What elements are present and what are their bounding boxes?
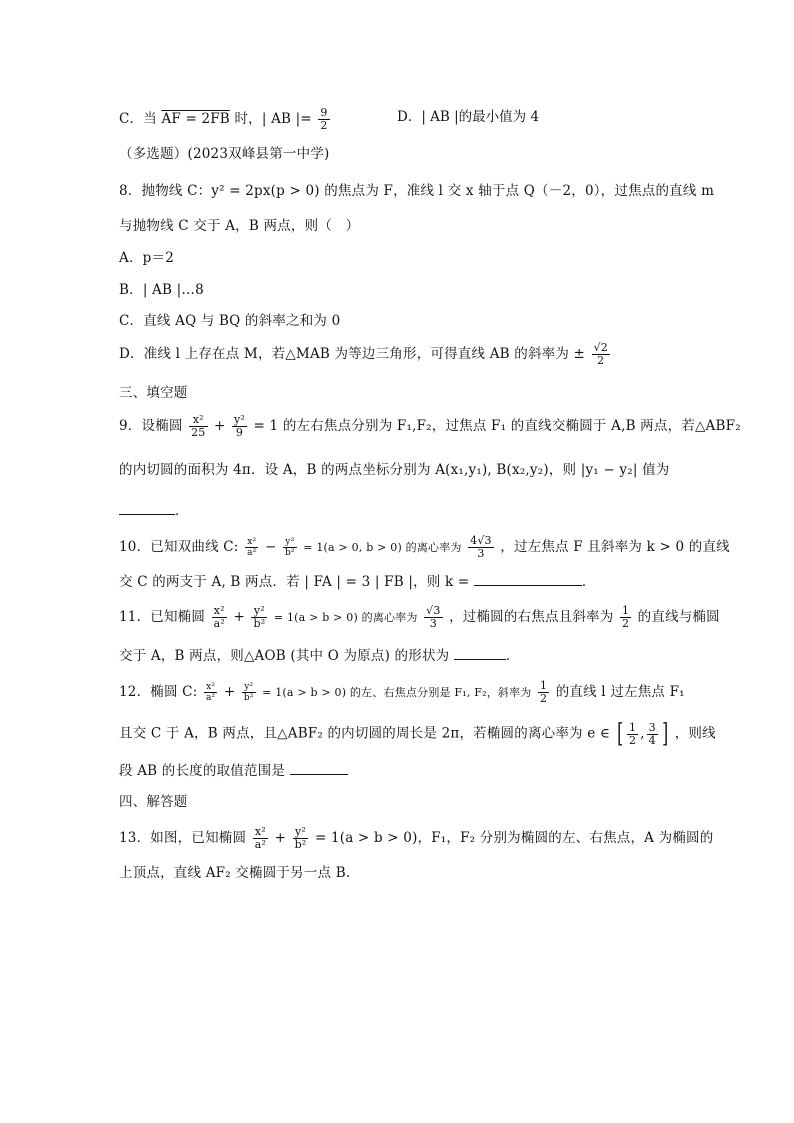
- q7-optc-frac-den: 2: [320, 119, 328, 132]
- q10-stem-line1: [119, 535, 730, 560]
- q12-range-high: [647, 722, 658, 747]
- q10-answer-blank[interactable]: [474, 571, 582, 586]
- q10-fraction-y: [283, 537, 297, 558]
- q10-frac1-num: x²: [245, 537, 258, 548]
- q11-fraction-x: [212, 605, 227, 630]
- q9-end-mark: ．: [175, 503, 189, 519]
- q12-frac2-num: y²: [242, 682, 256, 693]
- q10-stem-line2: [119, 571, 596, 592]
- section-heading-fill-in: 三、填空题: [119, 385, 188, 401]
- q11-stem-line1: [119, 605, 720, 630]
- q9-frac2-num: y²: [234, 413, 246, 426]
- q13-plus: +: [274, 830, 287, 846]
- q12-stem-line1: [119, 680, 685, 705]
- q12-prefix: 12．椭圆 C:: [119, 684, 198, 700]
- q11-frac2-num: y²: [251, 605, 267, 618]
- q13-frac2-num: y²: [293, 826, 309, 839]
- q12-frac1-den: a²: [205, 693, 216, 703]
- q12-slope: [538, 680, 549, 705]
- q9-answer-blank[interactable]: [119, 500, 175, 515]
- q12-answer-blank[interactable]: [290, 760, 348, 775]
- q13-frac2-den: b²: [294, 838, 307, 851]
- q10-frac1-den: a²: [247, 548, 257, 558]
- q8-optd-frac-den: 2: [597, 354, 605, 367]
- q10-suffix: ，过左焦点 F 且斜率为 k > 0 的直线: [500, 539, 730, 555]
- q11-frac1-num: x²: [212, 605, 227, 618]
- q11-mid: = 1(a > b > 0) 的离心率为: [273, 611, 418, 624]
- q13-suffix: = 1(a > b > 0)，F₁，F₂ 分别为椭圆的左、右焦点，A 为椭圆的: [314, 830, 714, 846]
- q11-slope: [620, 605, 631, 630]
- q10-frac2-den: b²: [284, 548, 295, 558]
- q12-r2-num: 3: [648, 720, 656, 734]
- q11-plus: +: [233, 609, 245, 625]
- q8-stem-line1: 8．抛物线 C：y² = 2px(p > 0) 的焦点为 F，准线 l 交 x 轴于点 Q（－2，0），过焦点的直线 m: [119, 183, 715, 199]
- q13-stem-line1: [119, 826, 713, 851]
- q11-end-mark: ．: [505, 648, 520, 664]
- q13-fraction-x: [253, 826, 268, 851]
- q11-stem-line2: [119, 645, 520, 666]
- q8-option-b: B．| AB |…8: [119, 282, 204, 298]
- q11-answer-blank[interactable]: [454, 645, 506, 660]
- q7-optc-prefix: C．当: [119, 111, 157, 127]
- q12-fraction-y: [242, 682, 256, 703]
- q13-prefix: 13．如图，已知椭圆: [119, 830, 247, 846]
- q10-prefix: 10．已知双曲线 C:: [119, 539, 239, 555]
- q10-e-den: 3: [477, 547, 485, 560]
- q13-frac1-den: a²: [254, 838, 267, 851]
- q11-k-num: 1: [621, 604, 630, 617]
- q8-stem-line2: 与抛物线 C 交于 A，B 两点，则（ ）: [119, 218, 360, 234]
- q12-r2-den: 4: [648, 733, 656, 747]
- q12-range-low: [627, 722, 638, 747]
- q12-r1-num: 1: [628, 720, 637, 734]
- multi-select-tag: （多选题）(2023双峰县第一中学): [119, 146, 330, 162]
- q12-stem-line2: 且交 C 于 A，B 两点，且△ABF₂ 的内切圆的周长是 2π，若椭圆的离心率为 e ∈ [ $\frac{1}{2}$ , $\frac{3}{4}$ ] ，则线: [119, 719, 716, 749]
- q10-frac2-num: y²: [283, 537, 297, 548]
- q11-suffix: 的直线与椭圆: [637, 609, 720, 625]
- q12-k-num: 1: [540, 679, 548, 692]
- q7-optc-mid: 时，| AB |=: [234, 111, 312, 127]
- q11-fraction-y: [251, 605, 267, 630]
- q9-prefix: 9．设椭圆: [119, 418, 183, 434]
- q9-frac1-num: x²: [189, 414, 207, 427]
- q8-optd-fraction: [592, 342, 610, 367]
- q7-optc-fraction: [318, 107, 329, 132]
- q9-plus: +: [214, 418, 226, 434]
- q12-suffix: 的直线 l 过左焦点 F₁: [555, 684, 685, 700]
- q7-optc-frac-num: 9: [320, 106, 328, 119]
- q9-fraction-y: [232, 414, 247, 439]
- q11-e-den: 3: [429, 617, 437, 630]
- q9-frac2-den: 9: [235, 426, 244, 439]
- q12-frac2-den: b²: [243, 693, 254, 703]
- q12-left-bracket: [: [616, 719, 623, 749]
- q9-stem-line1: [119, 414, 741, 439]
- q11-prefix: 11．已知椭圆: [119, 609, 206, 625]
- q8-option-a: A．p＝2: [119, 250, 174, 266]
- q11-e-num: √3: [426, 604, 441, 617]
- q10-line2-prefix: 交 C 的两支于 A, B 两点．若 | FA | = 3 | FB |，则 k =: [119, 574, 470, 590]
- q10-mid: = 1(a > 0, b > 0) 的离心率为: [303, 541, 462, 554]
- q9-frac1-den: 25: [191, 426, 206, 439]
- q8-option-c: C．直线 AQ 与 BQ 的斜率之和为 0: [119, 313, 341, 329]
- q10-minus: −: [264, 539, 277, 555]
- q13-stem-line2: 上顶点，直线 AF₂ 交椭圆于另一点 B.: [119, 865, 351, 881]
- q12-line3-text: 段 AB 的长度的取值范围是: [119, 763, 286, 779]
- q10-fraction-x: [245, 537, 258, 558]
- q8-option-d: [119, 342, 612, 367]
- q12-line2-suffix: ，则线: [674, 725, 716, 742]
- q12-fraction-x: [204, 682, 217, 703]
- q12-mid: = 1(a > b > 0) 的左、右焦点分别是 F₁, F₂，斜率为: [262, 686, 532, 699]
- q11-mid2: ，过椭圆的右焦点且斜率为: [449, 609, 614, 625]
- section-heading-solutions: 四、解答题: [119, 794, 188, 810]
- q9-stem-line2: 的内切圆的面积为 4π．设 A，B 的两点坐标分别为 A(x₁,y₁), B(x₂,y₂)，则 |y₁ − y₂| 值为: [119, 462, 670, 478]
- q11-frac1-den: a²: [213, 617, 225, 630]
- q8-optd-frac-num: √2: [593, 341, 608, 354]
- q11-frac2-den: b²: [253, 617, 266, 630]
- q12-k-den: 2: [540, 692, 548, 705]
- q9-fraction-x: [189, 414, 207, 439]
- q12-line2-prefix: 且交 C 于 A，B 两点，且△ABF₂ 的内切圆的周长是 2π，若椭圆的离心率为 e ∈: [119, 725, 611, 742]
- q10-end-mark: ．: [581, 574, 596, 590]
- q8-optd-prefix: D．准线 l 上存在点 M，若△MAB 为等边三角形，可得直线 AB 的斜率为 ±: [119, 346, 586, 362]
- q11-line2-text: 交于 A，B 两点，则△AOB (其中 O 为原点) 的形状为: [119, 648, 450, 664]
- q12-right-bracket: ]: [661, 719, 669, 749]
- q13-frac1-num: x²: [253, 826, 268, 839]
- q10-eccentricity: [468, 535, 494, 560]
- q12-stem-line3: [119, 760, 348, 781]
- q7-option-c: [119, 107, 332, 132]
- q9-suffix: = 1 的左右焦点分别为 F₁,F₂，过焦点 F₁ 的直线交椭圆于 A,B 两点，若△ABF₂: [253, 418, 741, 434]
- q12-r1-den: 2: [628, 733, 637, 747]
- q10-e-num: 4√3: [470, 534, 492, 547]
- q11-k-den: 2: [621, 617, 630, 630]
- q9-answer-line: [119, 500, 189, 521]
- q11-eccentricity: [424, 605, 442, 630]
- q12-frac1-num: x²: [204, 682, 217, 693]
- q7-optc-vector: AF = 2FB: [161, 111, 230, 127]
- q12-plus: +: [223, 684, 236, 700]
- q7-option-d: D．| AB |的最小值为 4: [397, 109, 540, 125]
- q13-fraction-y: [293, 826, 309, 851]
